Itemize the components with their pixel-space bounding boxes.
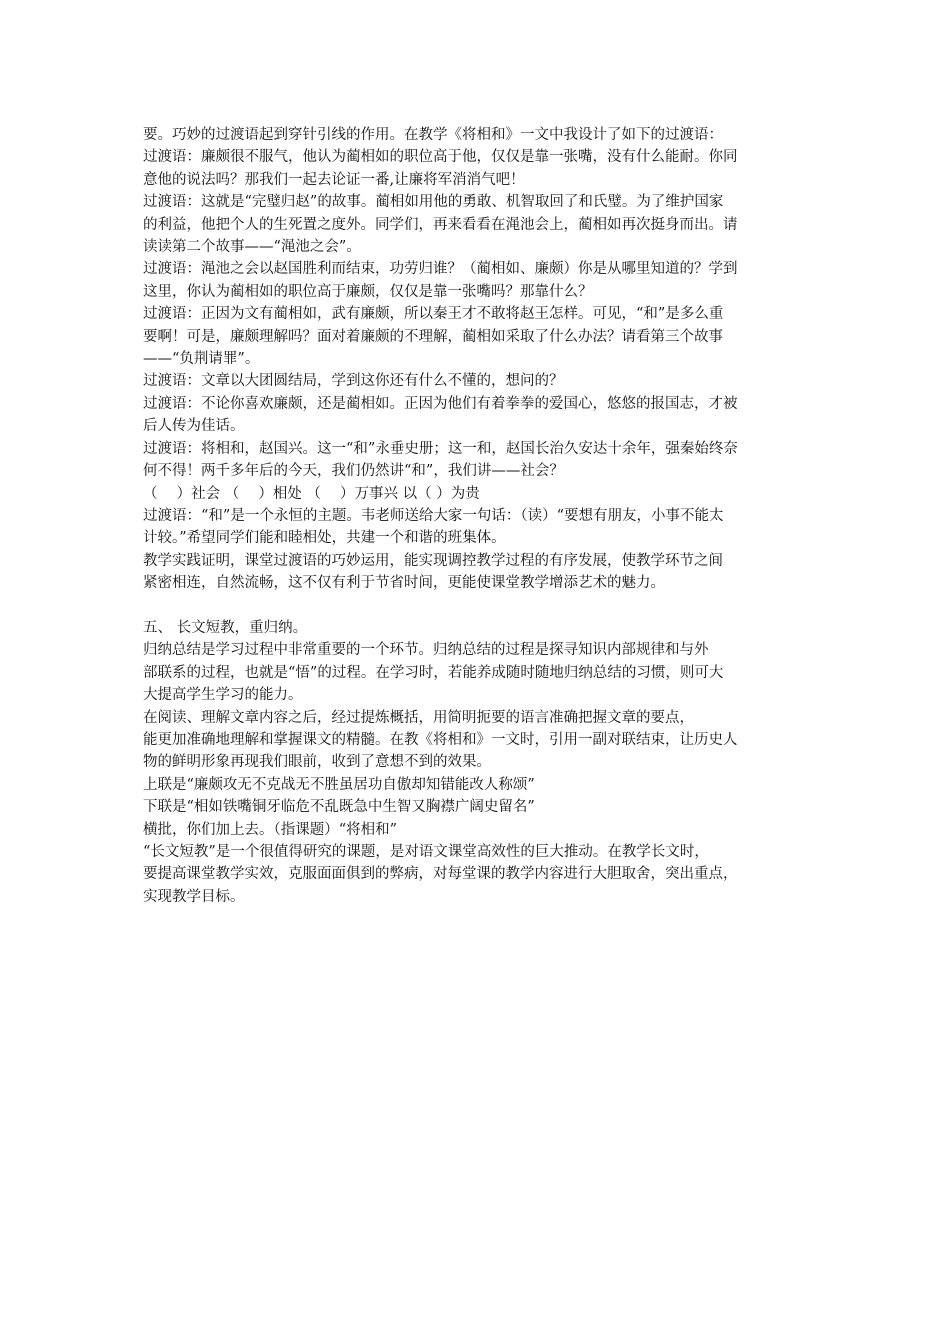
couplet-lower-line: 下联是“相如铁嘴铜牙临危不乱既急中生智又胸襟广阔史留名” (143, 799, 535, 816)
text-line: ——“负荆请罪”。 (143, 351, 260, 368)
text-line: 过渡语：正因为文有蔺相如，武有廉颇，所以秦王才不敢将赵王怎样。可见，“和”是多么重 (143, 306, 724, 323)
section-heading: 五、 长文短教，重归纳。 (143, 619, 308, 636)
transition-phrases-section (143, 124, 815, 595)
text-line: 要。巧妙的过渡语起到穿针引线的作用。在教学《将相和》一文中我设计了如下的过渡语： (143, 127, 723, 143)
text-line: 部联系的过程，也就是“悟”的过程。在学习时，若能养成随时随地归纳总结的习惯，则可大 (143, 664, 724, 681)
text-line: 计较。”希望同学们能和睦相处，共建一个和谐的班集体。 (143, 530, 506, 547)
text-line: 后人传为佳话。 (143, 418, 245, 435)
fill-in-blank-line: （ ）社会 （ ）相处 （ ）万事兴 以（ ）为贵 (143, 485, 480, 502)
text-line: 要啊！可是，廉颇理解吗？面对着廉颇的不理解，蔺相如采取了什么办法？请看第三个故事 (143, 328, 723, 345)
text-line: 过渡语：“和”是一个永恒的主题。韦老师送给大家一句话：（读）“要想有朋友，小事不能太 (143, 507, 724, 524)
text-line: 归纳总结是学习过程中非常重要的一个环节。归纳总结的过程是探寻知识内部规律和与外 (143, 642, 709, 659)
text-line: 的利益，他把个人的生死置之度外。同学们，再来看看在渑池会上，蔺相如再次挺身而出。请 (143, 216, 738, 233)
paragraph-spacer (143, 595, 815, 617)
text-line: 教学实践证明，课堂过渡语的巧妙运用，能实现调控教学过程的有序发展，使教学环节之间 (143, 552, 723, 569)
text-line: 这里，你认为蔺相如的职位高于廉颇，仅仅是靠一张嘴吗？那靠什么？ (143, 283, 593, 300)
text-line: 在阅读、理解文章内容之后，经过提炼概括，用简明扼要的语言准确把握文章的要点， (143, 709, 694, 726)
text-line: 能更加准确地理解和掌握课文的精髓。在教《将相和》一文时，引用一副对联结束，让历史人 (143, 731, 738, 748)
text-line: 过渡语：文章以大团圆结局，学到这你还有什么不懂的，想问的？ (143, 373, 564, 390)
couplet-upper-line: 上联是“廉颇攻无不克战无不胜虽居功自傲却知错能改人称颂” (143, 776, 535, 793)
document-body (143, 124, 815, 908)
text-line: 意他的说法吗？那我们一起去论证一番,让廉将军消消气吧！ (143, 171, 525, 188)
text-line: 过渡语：这就是“完璧归赵”的故事。蔺相如用他的勇敢、机智取回了和氏璧。为了维护国家 (143, 194, 724, 211)
text-line: “长文短教”是一个很值得研究的课题，是对语文课堂高效性的巨大推动。在教学长文时， (143, 843, 709, 860)
text-line: 过渡语：将相和，赵国兴。这一“和”永垂史册；这一和，赵国长治久安达十余年，强秦始终奈 (143, 440, 738, 457)
text-line: 过渡语：廉颇很不服气，他认为蔺相如的职位高于他，仅仅是靠一张嘴，没有什么能耐。你同 (143, 149, 738, 166)
text-line: 过渡语：不论你喜欢廉颇，还是蔺相如。正因为他们有着拳拳的爱国心，悠悠的报国志，才被 (143, 395, 738, 412)
text-line: 实现教学目标。 (143, 888, 245, 905)
text-line: 物的鲜明形象再现我们眼前，收到了意想不到的效果。 (143, 754, 491, 771)
text-line: 何不得！两千多年后的今天，我们仍然讲“和”，我们讲——社会？ (143, 463, 564, 480)
text-line: 紧密相连，自然流畅，这不仅有利于节省时间，更能使课堂教学增添艺术的魅力。 (143, 575, 665, 592)
text-line: 大提高学生学习的能力。 (143, 687, 303, 704)
section-five (143, 617, 815, 908)
text-line: 要提高课堂教学实效，克服面面俱到的弊病，对每堂课的教学内容进行大胆取舍，突出重点， (143, 866, 738, 883)
text-line: 过渡语：渑池之会以赵国胜利而结束，功劳归谁？（蔺相如、廉颇）你是从哪里知道的？学到 (143, 261, 738, 278)
couplet-horizontal-scroll: 横批，你们加上去。（指课题）“将相和” (143, 821, 398, 838)
text-line: 读读第二个故事——“渑池之会”。 (143, 239, 361, 256)
